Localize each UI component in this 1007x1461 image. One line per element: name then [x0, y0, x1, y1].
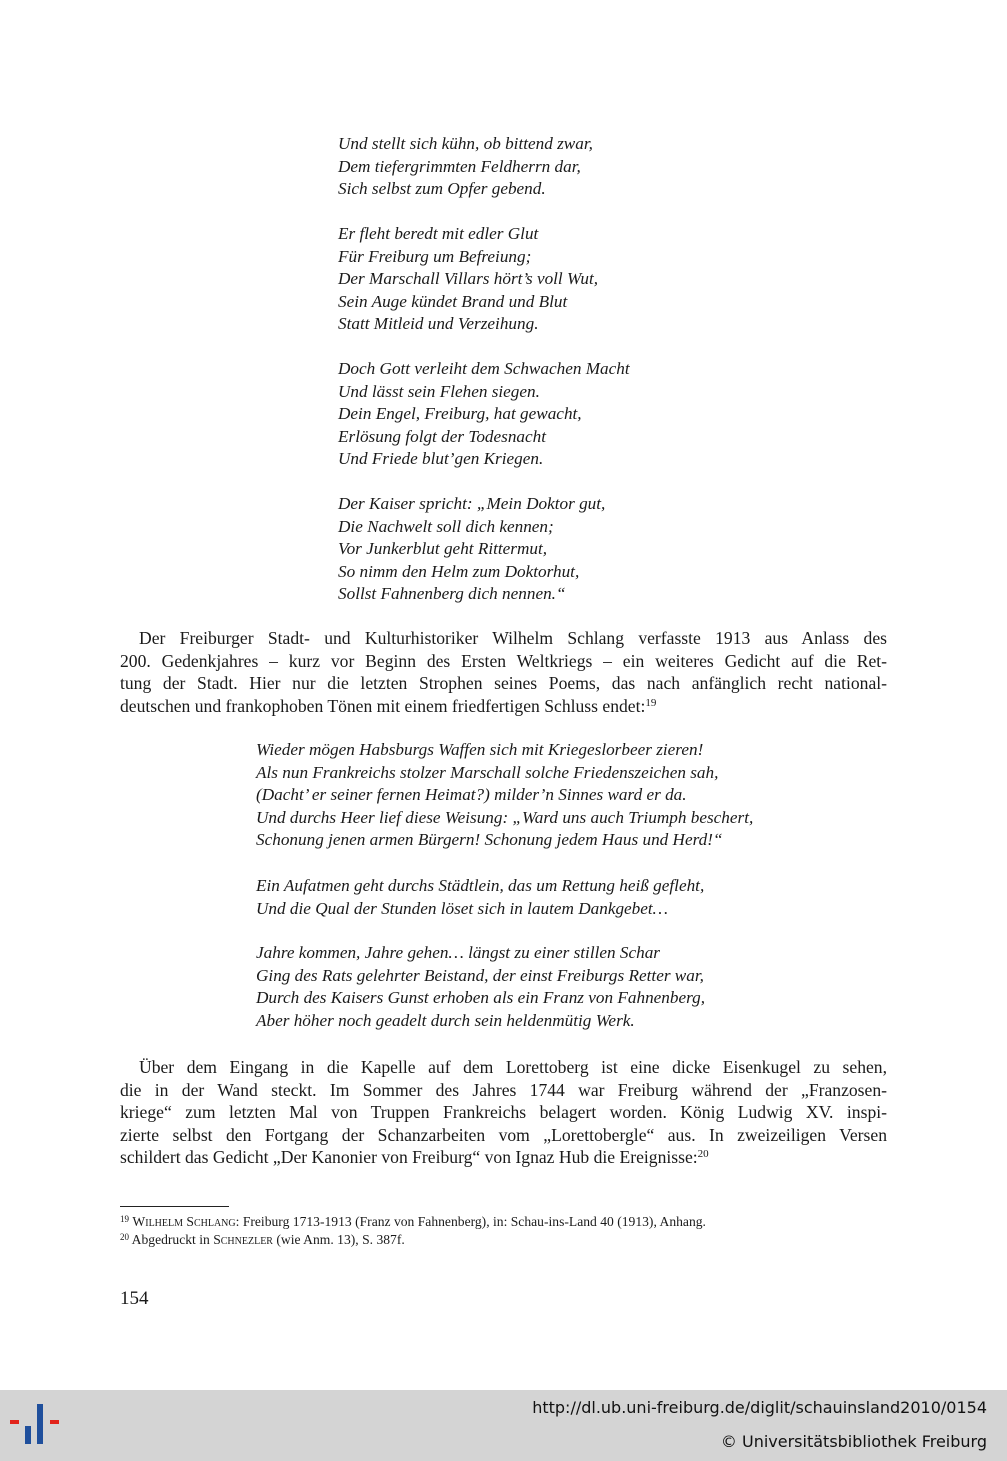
footnote-20	[120, 1231, 706, 1249]
verse-line: Ging des Rats gelehrter Beistand, der einst Freiburgs Retter war,	[256, 965, 704, 985]
verse-line: Für Freiburg um Befreiung;	[338, 246, 532, 266]
verse-line: Dem tiefergrimmten Feldherrn dar,	[338, 156, 581, 176]
copyright-notice: © Universitätsbibliothek Freiburg	[720, 1432, 987, 1451]
footnotes	[120, 1213, 706, 1249]
verse-line: Sollst Fahnenberg dich nennen.“	[338, 584, 566, 604]
poem-stanza	[256, 875, 704, 920]
paragraph-line: die in der Wand steckt. Im Sommer des Jahres 1744 war Freiburg während der „Franzosen-	[120, 1079, 887, 1100]
poem-stanza	[338, 133, 593, 201]
poem-stanza	[338, 358, 630, 471]
verse-line: Sein Auge kündet Brand und Blut	[338, 291, 568, 311]
source-url-link[interactable]: http://dl.ub.uni-freiburg.de/diglit/schauinsland2010/0154	[532, 1398, 987, 1417]
verse-line: Und durchs Heer lief diese Weisung: „Ward uns auch Triumph beschert,	[256, 807, 754, 827]
verse-line: Und Friede blut’gen Kriegen.	[338, 449, 544, 469]
verse-line: Dein Engel, Freiburg, hat gewacht,	[338, 404, 582, 424]
verse-line: Und lässt sein Flehen siegen.	[338, 381, 540, 401]
poem-stanza	[256, 739, 753, 852]
verse-line: Statt Mitleid und Verzeihung.	[338, 314, 539, 334]
paragraph-line: zierte selbst den Fortgang der Schanzarbeiten vom „Lorettobergle“ aus. In zweizeiligen Versen	[120, 1124, 887, 1145]
verse-line: Sich selbst zum Opfer gebend.	[338, 179, 546, 199]
poem-stanza	[338, 223, 598, 336]
footer-bar	[0, 1390, 1007, 1461]
footnote-text: : Freiburg 1713-1913 (Franz von Fahnenberg), in: Schau-ins-Land 40 (1913), Anhang.	[235, 1214, 706, 1229]
verse-line: Und stellt sich kühn, ob bittend zwar,	[338, 134, 593, 153]
paragraph-text: schildert das Gedicht „Der Kanonier von Freiburg“ von Ignaz Hub die Ereignisse:	[120, 1147, 698, 1168]
paragraph-line: tung der Stadt. Hier nur die letzten Strophen seines Poems, das nach anfänglich recht national-	[120, 673, 887, 694]
verse-line: Doch Gott verleiht dem Schwachen Macht	[338, 359, 630, 378]
ub-freiburg-logo-icon	[10, 1404, 66, 1444]
verse-line: Ein Aufatmen geht durchs Städtlein, das um Rettung heiß gefleht,	[256, 876, 705, 895]
paragraph-line: kriege“ zum letzten Mal von Truppen Frankreichs belagert worden. König Ludwig XV. inspi-	[120, 1102, 887, 1123]
footnote-19	[120, 1213, 706, 1231]
verse-line: Wieder mögen Habsburgs Waffen sich mit Kriegeslorbeer zieren!	[256, 740, 704, 759]
paragraph-line: 200. Gedenkjahres – kurz vor Beginn des Ersten Weltkriegs – ein weiteres Gedicht auf die Ret-	[120, 650, 887, 671]
verse-line: Durch des Kaisers Gunst erhoben als ein Franz von Fahnenberg,	[256, 988, 706, 1008]
verse-line: Der Marschall Villars hört’s voll Wut,	[338, 269, 599, 289]
body-paragraph	[120, 627, 887, 717]
footnote-number: 20	[120, 1232, 129, 1242]
verse-line: So nimm den Helm zum Doktorhut,	[338, 561, 580, 581]
verse-line: Die Nachwelt soll dich kennen;	[338, 516, 554, 536]
footnote-text: (wie Anm. 13), S. 387f.	[272, 1232, 405, 1247]
footnote-author: Wilhelm Schlang	[132, 1214, 236, 1229]
verse-line: Erlösung folgt der Todesnacht	[338, 426, 547, 446]
footnote-author: Schnezler	[213, 1232, 273, 1247]
footnote-prefix: Abgedruckt in	[131, 1232, 214, 1247]
body-paragraph	[120, 1056, 887, 1169]
paragraph-line	[120, 695, 887, 718]
footnote-reference[interactable]: 20	[697, 1148, 709, 1161]
footnote-reference[interactable]: 19	[645, 696, 657, 709]
verse-line: Aber höher noch geadelt durch sein heldenmütig Werk.	[256, 1010, 635, 1030]
verse-line: Vor Junkerblut geht Rittermut,	[338, 539, 548, 559]
poem-stanza	[338, 493, 605, 606]
verse-line: Der Kaiser spricht: „Mein Doktor gut,	[338, 494, 606, 513]
paragraph-line: Über dem Eingang in die Kapelle auf dem Lorettoberg ist eine dicke Eisenkugel zu sehen,	[139, 1057, 887, 1077]
footnote-number: 19	[120, 1214, 129, 1224]
verse-line: Als nun Frankreichs stolzer Marschall solche Friedenszeichen sah,	[256, 762, 719, 782]
paragraph-text: deutschen und frankophoben Tönen mit einem friedfertigen Schluss endet:	[120, 695, 646, 716]
verse-line: Jahre kommen, Jahre gehen… längst zu einer stillen Schar	[256, 943, 660, 962]
page-number: 154	[120, 1288, 149, 1309]
verse-line: Und die Qual der Stunden löset sich in lautem Dankgebet…	[256, 898, 668, 918]
poem-stanza	[256, 942, 705, 1032]
paragraph-line	[120, 1146, 887, 1169]
paragraph-line: Der Freiburger Stadt- und Kulturhistoriker Wilhelm Schlang verfasste 1913 aus Anlass des	[139, 628, 887, 648]
verse-line: (Dacht’ er seiner fernen Heimat?) milder’n Sinnes ward er da.	[256, 785, 687, 805]
verse-line: Er fleht beredt mit edler Glut	[338, 224, 539, 243]
footnote-divider	[120, 1206, 229, 1207]
verse-line: Schonung jenen armen Bürgern! Schonung jedem Haus und Herd!“	[256, 830, 723, 850]
